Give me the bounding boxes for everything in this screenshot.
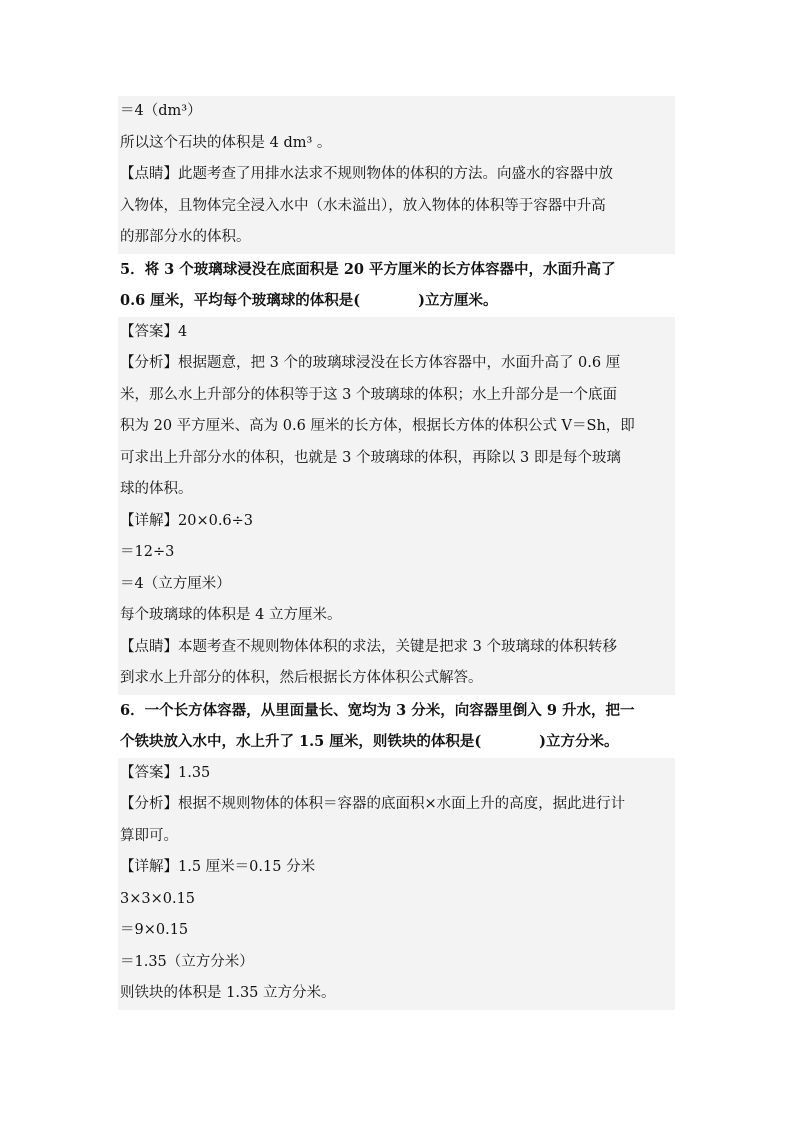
text-line: ＝4（立方厘米） — [118, 569, 675, 601]
text-line: 0.6 厘米，平均每个玻璃球的体积是( )立方厘米。 — [118, 285, 675, 317]
text-line: 个铁块放入水中，水上升了 1.5 厘米，则铁块的体积是( )立方分米。 — [118, 726, 675, 758]
text-line: 入物体，且物体完全浸入水中（水未溢出），放入物体的体积等于容器中升高 — [118, 191, 675, 223]
text-line: 【答案】1.35 — [118, 758, 675, 790]
text-line: 【详解】1.5 厘米＝0.15 分米 — [118, 852, 675, 884]
text-line: 到求水上升部分的体积，然后根据长方体体积公式解答。 — [118, 663, 675, 695]
text-line: 算即可。 — [118, 821, 675, 853]
text-line: 的那部分水的体积。 — [118, 222, 675, 254]
text-line: 球的体积。 — [118, 474, 675, 506]
text-line: 每个玻璃球的体积是 4 立方厘米。 — [118, 600, 675, 632]
text-line: ＝4（dm³） — [118, 96, 675, 128]
text-line: ＝12÷3 — [118, 537, 675, 569]
text-line: 【分析】根据题意，把 3 个的玻璃球浸没在长方体容器中，水面升高了 0.6 厘 — [118, 348, 675, 380]
text-line: 3×3×0.15 — [118, 884, 675, 916]
text-line: 5．将 3 个玻璃球浸没在底面积是 20 平方厘米的长方体容器中，水面升高了 — [118, 254, 675, 286]
text-line: 米，那么水上升部分的体积等于这 3 个玻璃球的体积；水上升部分是一个底面 — [118, 380, 675, 412]
text-line: 【详解】20×0.6÷3 — [118, 506, 675, 538]
document-body — [118, 96, 675, 1010]
text-line: 【点睛】本题考查不规则物体体积的求法，关键是把求 3 个玻璃球的体积转移 — [118, 632, 675, 664]
text-line: 【分析】根据不规则物体的体积＝容器的底面积×水面上升的高度，据此进行计 — [118, 789, 675, 821]
text-line: 所以这个石块的体积是 4 dm³ 。 — [118, 128, 675, 160]
text-line: 【答案】4 — [118, 317, 675, 349]
text-line: 【点睛】此题考查了用排水法求不规则物体的体积的方法。向盛水的容器中放 — [118, 159, 675, 191]
text-line: 6．一个长方体容器，从里面量长、宽均为 3 分米，向容器里倒入 9 升水，把一 — [118, 695, 675, 727]
text-line: 可求出上升部分水的体积，也就是 3 个玻璃球的体积，再除以 3 即是每个玻璃 — [118, 443, 675, 475]
text-line: 积为 20 平方厘米、高为 0.6 厘米的长方体，根据长方体的体积公式 V＝Sh，即 — [118, 411, 675, 443]
text-line: 则铁块的体积是 1.35 立方分米。 — [118, 978, 675, 1010]
text-line: ＝1.35（立方分米） — [118, 947, 675, 979]
text-line: ＝9×0.15 — [118, 915, 675, 947]
